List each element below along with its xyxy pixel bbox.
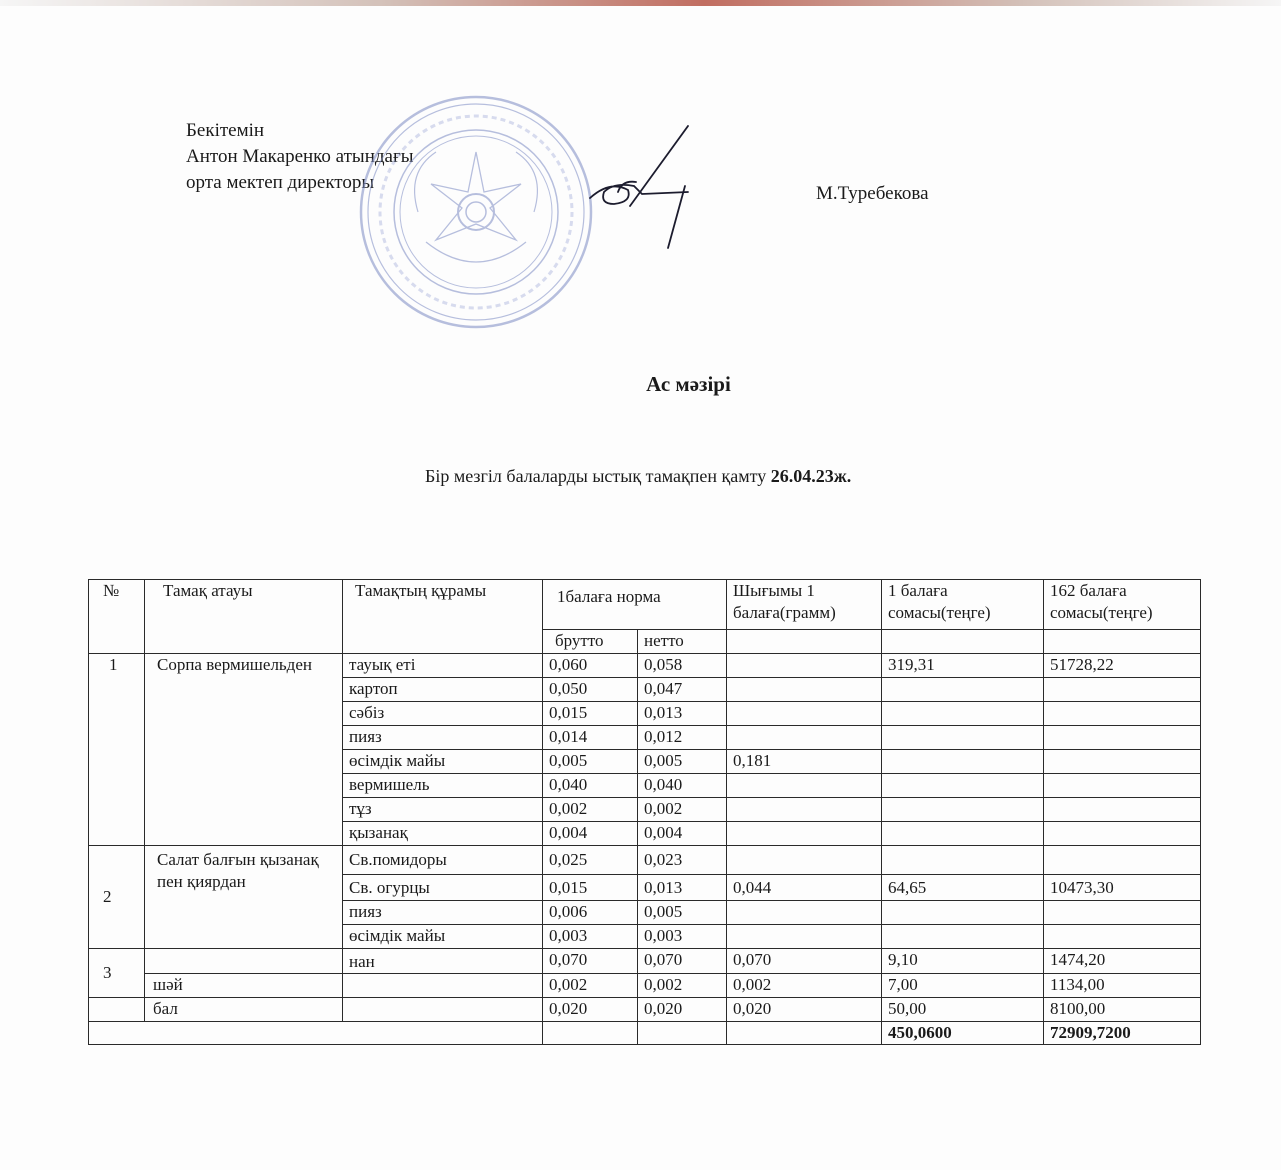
ingredient: пияз [343,901,543,925]
brutto-cell: 0,002 [543,798,638,822]
brutto-cell: 0,002 [543,974,638,998]
header-cost162: 162 балаға сомасы(теңге) [1044,580,1201,630]
brutto-cell: 0,015 [543,875,638,901]
netto-cell: 0,005 [638,750,727,774]
subtitle-text: Бір мезгіл балаларды ыстық тамақпен қамту [425,466,771,486]
netto-cell: 0,020 [638,998,727,1022]
approval-line-3: орта мектеп директоры [186,172,375,193]
menu-table [88,579,1201,1045]
cost162-cell [1044,901,1201,925]
approval-line-1: Бекітемін [186,120,265,141]
page-top-edge [0,0,1281,6]
cost1-cell: 64,65 [882,875,1044,901]
cost162-cell: 51728,22 [1044,654,1201,678]
cost1-cell [882,846,1044,875]
cost162-cell [1044,822,1201,846]
ingredient: вермишель [343,774,543,798]
director-signature [570,120,710,250]
netto-cell: 0,002 [638,974,727,998]
netto-cell: 0,047 [638,678,727,702]
brutto-cell: 0,050 [543,678,638,702]
total-cost162: 72909,7200 [1044,1022,1201,1045]
output-cell [727,822,882,846]
output-cell [727,925,882,949]
netto-cell: 0,013 [638,702,727,726]
ingredient: Св. огурцы [343,875,543,901]
table-header-row [89,580,1201,630]
brutto-cell: 0,014 [543,726,638,750]
director-name: М.Туребекова [816,183,929,204]
netto-cell: 0,058 [638,654,727,678]
dish-num: 3 [89,949,145,998]
header-dish: Тамақ атауы [145,580,343,654]
netto-cell: 0,004 [638,822,727,846]
cost1-cell [882,678,1044,702]
header-brutto: брутто [543,630,638,654]
netto-cell: 0,003 [638,925,727,949]
output-cell [727,654,882,678]
output-cell [727,798,882,822]
cost1-cell: 319,31 [882,654,1044,678]
table-row [89,846,1201,875]
cost1-cell: 50,00 [882,998,1044,1022]
table-row [89,654,1201,678]
header-num: № [89,580,145,654]
official-seal-stamp [356,92,596,332]
output-cell: 0,181 [727,750,882,774]
page-title: Ас мәзірі [646,372,731,396]
cost162-cell [1044,798,1201,822]
header-composition: Тамақтың құрамы [343,580,543,654]
output-cell [727,726,882,750]
cost162-cell [1044,702,1201,726]
header-output: Шығымы 1 балаға(грамм) [727,580,882,630]
ingredient: сәбіз [343,702,543,726]
cost162-cell [1044,750,1201,774]
ingredient: тұз [343,798,543,822]
brutto-cell: 0,005 [543,750,638,774]
brutto-cell: 0,020 [543,998,638,1022]
netto-cell: 0,040 [638,774,727,798]
cost162-cell [1044,846,1201,875]
netto-cell: 0,013 [638,875,727,901]
cost162-cell [1044,925,1201,949]
dish-name: Салат балғын қызанақ пен қиярдан [145,846,343,949]
brutto-cell: 0,003 [543,925,638,949]
cost162-cell: 10473,30 [1044,875,1201,901]
table-row [89,974,1201,998]
brutto-cell: 0,004 [543,822,638,846]
approval-line-2: Антон Макаренко атындағы [186,146,414,167]
item-name: бал [145,998,343,1022]
cost162-cell: 1474,20 [1044,949,1201,974]
cost162-cell [1044,726,1201,750]
output-cell [727,901,882,925]
subtitle [425,466,851,487]
brutto-cell: 0,006 [543,901,638,925]
table-row [89,998,1201,1022]
cost1-cell [882,750,1044,774]
ingredient: тауық еті [343,654,543,678]
item-name: шәй [145,974,343,998]
cost162-cell [1044,774,1201,798]
output-cell [727,774,882,798]
netto-cell: 0,002 [638,798,727,822]
netto-cell: 0,070 [638,949,727,974]
cost1-cell [882,901,1044,925]
cost1-cell [882,798,1044,822]
cost162-cell: 1134,00 [1044,974,1201,998]
output-cell [727,846,882,875]
total-cost1: 450,0600 [882,1022,1044,1045]
header-netto: нетто [638,630,727,654]
output-cell: 0,070 [727,949,882,974]
subtitle-date: 26.04.23ж. [770,466,852,486]
brutto-cell: 0,015 [543,702,638,726]
output-cell [727,678,882,702]
cost1-cell: 7,00 [882,974,1044,998]
cost1-cell: 9,10 [882,949,1044,974]
ingredient: пияз [343,726,543,750]
cost1-cell [882,822,1044,846]
ingredient: өсімдік майы [343,925,543,949]
totals-row [89,1022,1201,1045]
table-row [89,949,1201,974]
netto-cell: 0,023 [638,846,727,875]
netto-cell: 0,012 [638,726,727,750]
ingredient: өсімдік майы [343,750,543,774]
cost1-cell [882,702,1044,726]
dish-num: 1 [89,654,145,846]
brutto-cell: 0,040 [543,774,638,798]
dish-name: Сорпа вермишельден [145,654,343,846]
cost1-cell [882,726,1044,750]
brutto-cell: 0,070 [543,949,638,974]
output-cell: 0,020 [727,998,882,1022]
output-cell: 0,044 [727,875,882,901]
output-cell: 0,002 [727,974,882,998]
brutto-cell: 0,060 [543,654,638,678]
header-norm: 1балаға норма [543,580,727,630]
ingredient: қызанақ [343,822,543,846]
ingredient: нан [343,949,543,974]
output-cell [727,702,882,726]
cost1-cell [882,925,1044,949]
dish-num: 2 [89,846,145,949]
ingredient: Св.помидоры [343,846,543,875]
header-cost1: 1 балаға сомасы(теңге) [882,580,1044,630]
brutto-cell: 0,025 [543,846,638,875]
cost162-cell [1044,678,1201,702]
ingredient: картоп [343,678,543,702]
netto-cell: 0,005 [638,901,727,925]
cost1-cell [882,774,1044,798]
cost162-cell: 8100,00 [1044,998,1201,1022]
